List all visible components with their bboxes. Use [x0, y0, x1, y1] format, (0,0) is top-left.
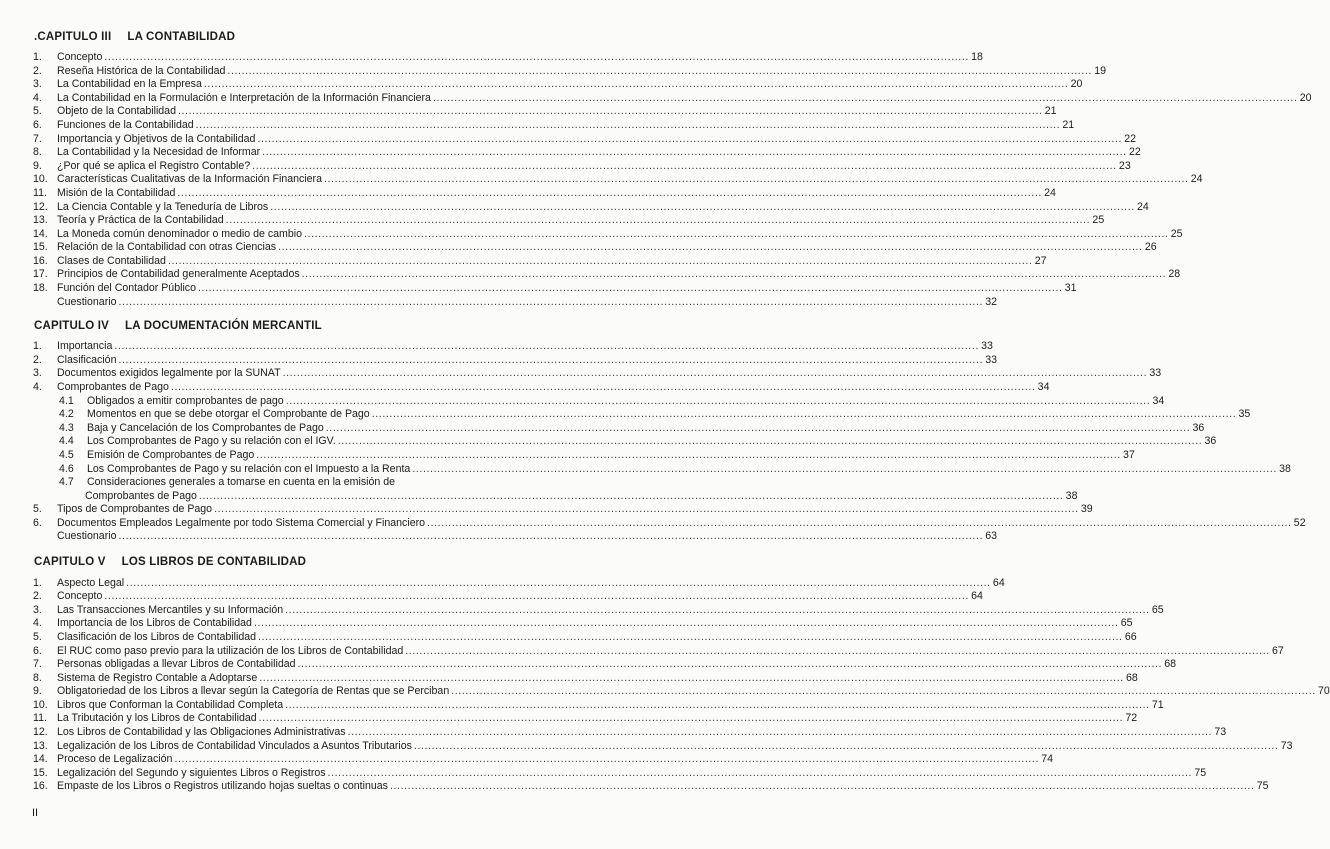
dot-leader	[348, 726, 1213, 739]
entry-number: 13.	[33, 214, 48, 226]
entry-title: Obligados a emitir comprobantes de pago	[87, 395, 284, 407]
entry-number: 4.	[33, 381, 42, 393]
dot-leader	[286, 395, 1151, 408]
entry-page-number: 71	[1151, 699, 1164, 711]
entry-page-number: 66	[1124, 631, 1137, 643]
toc-entry	[33, 119, 1075, 132]
toc-entry	[33, 146, 1141, 159]
toc-entry	[33, 645, 1284, 658]
entry-number: 6.	[33, 645, 42, 657]
toc-entry	[33, 699, 1164, 712]
dot-leader	[114, 340, 979, 353]
entry-title: Los Comprobantes de Pago y su relación con el IGV.	[87, 435, 336, 447]
entry-title: Objeto de la Contabilidad	[57, 105, 176, 117]
entry-page-number: 28	[1168, 268, 1181, 280]
entry-title: Concepto	[57, 51, 103, 63]
dot-leader	[285, 604, 1150, 617]
toc-entry	[59, 408, 1251, 421]
entry-number: 7.	[33, 133, 42, 145]
entry-number: 4.3	[59, 422, 74, 434]
entry-title: Importancia y Objetivos de la Contabilidad	[57, 133, 256, 145]
dot-leader	[412, 463, 1277, 476]
toc-entry	[33, 712, 1138, 725]
toc-entry	[59, 395, 1165, 408]
entry-number: 4.2	[59, 408, 74, 420]
dot-leader	[372, 408, 1237, 421]
toc-entry	[57, 530, 998, 543]
dot-leader	[302, 268, 1167, 281]
entry-page-number: 74	[1041, 753, 1053, 765]
toc-entry	[33, 367, 1162, 380]
entry-number: 12.	[33, 201, 48, 213]
entry-number: 16.	[33, 780, 48, 792]
dot-leader	[177, 187, 1042, 200]
entry-page-number: 19	[1094, 65, 1106, 77]
entry-title: Libros que Conforman la Contabilidad Completa	[57, 699, 284, 711]
toc-entry	[33, 658, 1177, 671]
chapter-label: CAPITULO IV	[34, 320, 110, 332]
toc-entry	[33, 160, 1131, 173]
dot-leader	[174, 753, 1039, 766]
page-number: II	[32, 807, 39, 819]
entry-title: Obligatoriedad de los Libros a llevar según la Categoría de Rentas que se Perciban	[57, 685, 450, 697]
toc-entry	[33, 753, 1053, 766]
entry-title: Cuestionario	[57, 530, 117, 542]
dot-leader	[285, 699, 1150, 712]
entry-title: Legalización de los Libros de Contabilidad Vinculados a Asuntos Tributarios	[57, 740, 412, 752]
toc-entry	[33, 381, 1050, 394]
entry-title: La Ciencia Contable y la Teneduría de Libros	[57, 201, 269, 213]
chapter-label: .CAPITULO III	[34, 31, 112, 43]
toc-entry	[33, 105, 1057, 118]
dot-leader	[178, 105, 1043, 118]
entry-number: 6.	[33, 119, 42, 131]
dot-leader	[118, 530, 983, 543]
toc-entry	[33, 340, 993, 353]
entry-page-number: 67	[1272, 645, 1284, 657]
chapter-label: CAPITULO V	[34, 556, 106, 568]
entry-title: Documentos exigidos legalmente por la SUNAT	[57, 367, 281, 379]
entry-number: 1.	[33, 51, 42, 63]
entry-page-number: 18	[971, 51, 983, 63]
dot-leader	[168, 255, 1033, 268]
entry-page-number: 65	[1151, 604, 1164, 616]
toc-entry	[33, 268, 1181, 281]
entry-page-number: 24	[1190, 173, 1203, 185]
toc-entry	[33, 685, 1330, 698]
entry-title: Importancia	[57, 340, 113, 352]
entry-title: La Contabilidad en la Formulación e Interpretación de la Información Financiera	[57, 92, 431, 104]
entry-number: 3.	[33, 367, 42, 379]
entry-page-number: 27	[1034, 255, 1047, 267]
entry-number: 13.	[33, 740, 48, 752]
toc-entry	[33, 726, 1227, 739]
dot-leader	[171, 381, 1036, 394]
entry-number: 4.	[33, 617, 42, 629]
entry-page-number: 65	[1120, 617, 1133, 629]
entry-title: Teoría y Práctica de la Contabilidad	[57, 214, 224, 226]
dot-leader	[304, 228, 1169, 241]
entry-page-number: 25	[1092, 214, 1105, 226]
entry-title: La Contabilidad en la Empresa	[57, 78, 202, 90]
entry-title: Personas obligadas a llevar Libros de Contabilidad	[57, 658, 296, 670]
dot-leader	[252, 160, 1117, 173]
dot-leader	[328, 767, 1193, 780]
entry-page-number: 64	[992, 577, 1005, 589]
entry-title: Sistema de Registro Contable a Adoptarse	[57, 672, 258, 684]
toc-entry	[59, 422, 1205, 435]
dot-leader	[226, 214, 1091, 227]
toc-entry	[33, 517, 1306, 530]
entry-number: 4.	[33, 92, 42, 104]
dot-leader	[214, 503, 1079, 516]
entry-number: 15.	[33, 241, 48, 253]
dot-leader	[257, 133, 1122, 146]
toc-entry	[33, 590, 983, 603]
entry-title: Misión de la Contabilidad	[57, 187, 176, 199]
toc-entry	[33, 241, 1157, 254]
entry-page-number: 38	[1279, 463, 1291, 475]
entry-title: Clasificación de los Libros de Contabilidad	[57, 631, 257, 643]
entry-number: 2.	[33, 590, 42, 602]
dot-leader	[326, 422, 1191, 435]
dot-leader	[433, 92, 1298, 105]
dot-leader	[259, 712, 1124, 725]
entry-page-number: 21	[1044, 105, 1057, 117]
entry-number: 9.	[33, 685, 42, 697]
entry-page-number: 64	[971, 590, 983, 602]
entry-title: Principios de Contabilidad generalmente Aceptados	[57, 268, 300, 280]
entry-title: Tipos de Comprobantes de Pago	[57, 503, 213, 515]
entry-title: Concepto	[57, 590, 103, 602]
entry-page-number: 33	[981, 340, 993, 352]
entry-page-number: 22	[1124, 133, 1137, 145]
entry-title: Reseña Histórica de la Contabilidad	[57, 65, 226, 77]
dot-leader	[118, 354, 983, 367]
toc-entry	[85, 490, 1078, 503]
entry-title: Legalización del Segundo y siguientes Libros o Registros	[57, 767, 326, 779]
entry-page-number: 34	[1152, 395, 1165, 407]
entry-title: Funciones de la Contabilidad	[57, 119, 194, 131]
entry-page-number: 52	[1293, 517, 1306, 529]
chapter-title: LA CONTABILIDAD	[127, 31, 236, 43]
entry-page-number: 20	[1299, 92, 1312, 104]
entry-page-number: 36	[1204, 435, 1217, 447]
entry-page-number: 25	[1170, 228, 1183, 240]
entry-page-number: 22	[1128, 146, 1141, 158]
entry-page-number: 68	[1164, 658, 1177, 670]
chapter-title: LOS LIBROS DE CONTABILIDAD	[121, 556, 307, 568]
entry-number: 9.	[33, 160, 42, 172]
dot-leader	[262, 146, 1127, 159]
toc-entry	[33, 228, 1183, 241]
entry-title: Características Cualitativas de la Información Financiera	[57, 173, 322, 185]
toc-entry	[33, 255, 1047, 268]
dot-leader	[259, 672, 1124, 685]
entry-page-number: 20	[1070, 78, 1083, 90]
toc-entry	[59, 449, 1135, 462]
entry-page-number: 33	[985, 354, 998, 366]
toc-entry	[59, 435, 1217, 448]
dot-leader	[104, 590, 969, 603]
toc-entry	[33, 354, 998, 367]
entry-number: 4.7	[59, 476, 74, 488]
entry-page-number: 75	[1194, 767, 1207, 779]
entry-title: Comprobantes de Pago	[57, 381, 169, 393]
entry-number: 5.	[33, 105, 42, 117]
entry-title: Empaste de los Libros o Registros utilizando hojas sueltas o continuas	[57, 780, 388, 792]
dot-leader	[283, 367, 1148, 380]
toc-entry	[59, 463, 1291, 476]
entry-page-number: 38	[1065, 490, 1078, 502]
dot-leader	[118, 296, 983, 309]
toc-entry	[33, 201, 1149, 214]
toc-entry	[33, 767, 1207, 780]
toc-entry	[33, 78, 1083, 91]
dot-leader	[258, 631, 1123, 644]
entry-title: La Contabilidad y la Necesidad de Informar	[57, 146, 261, 158]
chapter-heading-v	[34, 556, 306, 568]
entry-page-number: 39	[1080, 503, 1093, 515]
entry-page-number: 75	[1256, 780, 1269, 792]
entry-page-number: 24	[1044, 187, 1056, 199]
dot-leader	[227, 65, 1092, 78]
dot-leader	[254, 617, 1119, 630]
entry-title: Emisión de Comprobantes de Pago	[87, 449, 255, 461]
dot-leader	[104, 51, 969, 64]
entry-page-number: 73	[1280, 740, 1293, 752]
entry-page-number: 32	[985, 296, 998, 308]
chapter-title: LA DOCUMENTACIÓN MERCANTIL	[125, 320, 322, 332]
toc-entry	[33, 282, 1077, 295]
entry-number: 11.	[33, 187, 47, 199]
toc-entry	[57, 296, 998, 309]
entry-number: 16.	[33, 255, 48, 267]
entry-page-number: 33	[1149, 367, 1162, 379]
toc-entry	[33, 65, 1106, 78]
entry-title: La Tributación y los Libros de Contabilidad	[57, 712, 257, 724]
toc-entry	[33, 604, 1164, 617]
toc-entry	[33, 173, 1203, 186]
entry-page-number: 73	[1214, 726, 1227, 738]
entry-number: 1.	[33, 340, 42, 352]
toc-entry	[33, 92, 1312, 105]
entry-title: La Moneda común denominador o medio de cambio	[57, 228, 302, 240]
toc-entry	[33, 617, 1133, 630]
dot-leader	[204, 78, 1069, 91]
entry-title: El RUC como paso previo para la utilización de los Libros de Contabilidad	[57, 645, 404, 657]
toc-entry	[33, 51, 983, 64]
dot-leader	[338, 435, 1203, 448]
toc-entry	[33, 577, 1005, 590]
entry-number: 1.	[33, 577, 42, 589]
entry-title: ¿Por qué se aplica el Registro Contable?	[57, 160, 251, 172]
entry-title: Clases de Contabilidad	[57, 255, 166, 267]
entry-title: Función del Contador Público	[57, 282, 196, 294]
entry-number: 14.	[33, 753, 48, 765]
entry-title: Baja y Cancelación de los Comprobantes de Pago	[87, 422, 324, 434]
entry-title: Los Comprobantes de Pago y su relación con el Impuesto a la Renta	[87, 463, 411, 475]
entry-number: 3.	[33, 604, 42, 616]
entry-page-number: 34	[1037, 381, 1050, 393]
entry-page-number: 37	[1123, 449, 1135, 461]
chapter-heading-iii	[34, 31, 235, 43]
entry-number: 5.	[33, 503, 42, 515]
entry-number: 4.4	[59, 435, 74, 447]
entry-page-number: 70	[1317, 685, 1330, 697]
entry-number: 6.	[33, 517, 42, 529]
entry-page-number: 63	[985, 530, 998, 542]
entry-number: 11.	[33, 712, 47, 724]
dot-leader	[199, 490, 1064, 503]
entry-number: 12.	[33, 726, 48, 738]
toc-entry	[33, 740, 1293, 753]
entry-page-number: 68	[1126, 672, 1138, 684]
dot-leader	[405, 645, 1270, 658]
entry-page-number: 26	[1144, 241, 1157, 253]
toc-entry	[33, 780, 1269, 793]
entry-title: Documentos Empleados Legalmente por todo Sistema Comercial y Financiero	[57, 517, 426, 529]
entry-number: 4.1	[59, 395, 74, 407]
chapter-heading-iv	[34, 320, 322, 332]
entry-title: Los Libros de Contabilidad y las Obligaciones Administrativas	[57, 726, 346, 738]
entry-page-number: 23	[1118, 160, 1131, 172]
entry-page-number: 24	[1137, 201, 1149, 213]
entry-title: Cuestionario	[57, 296, 117, 308]
dot-leader	[256, 449, 1121, 462]
entry-number: 3.	[33, 78, 42, 90]
entry-number: 15.	[33, 767, 48, 779]
entry-page-number: 31	[1064, 282, 1077, 294]
entry-page-number: 35	[1238, 408, 1251, 420]
toc-entry	[33, 214, 1105, 227]
toc-entry	[33, 672, 1138, 685]
dot-leader	[427, 517, 1292, 530]
entry-title: Comprobantes de Pago	[85, 490, 197, 502]
entry-page-number: 36	[1192, 422, 1205, 434]
dot-leader	[126, 577, 991, 590]
toc-entry	[33, 133, 1137, 146]
entry-number: 10.	[33, 699, 48, 711]
dot-leader	[390, 780, 1255, 793]
entry-number: 8.	[33, 672, 42, 684]
dot-leader	[270, 201, 1135, 214]
dot-leader	[278, 241, 1143, 254]
entry-title: Clasificación	[57, 354, 117, 366]
entry-title: Momentos en que se debe otorgar el Comprobante de Pago	[87, 408, 370, 420]
entry-title: Consideraciones generales a tomarse en cuenta en la emisión de	[87, 476, 395, 488]
entry-title: Proceso de Legalización	[57, 753, 173, 765]
entry-number: 5.	[33, 631, 42, 643]
toc-entry	[33, 631, 1137, 644]
entry-number: 2.	[33, 65, 42, 77]
toc-entry	[33, 187, 1056, 200]
entry-number: 10.	[33, 173, 48, 185]
dot-leader	[298, 658, 1163, 671]
dot-leader	[451, 685, 1316, 698]
entry-title: Relación de la Contabilidad con otras Ciencias	[57, 241, 277, 253]
entry-number: 7.	[33, 658, 42, 670]
entry-title: Importancia de los Libros de Contabilidad	[57, 617, 252, 629]
entry-title: Las Transacciones Mercantiles y su Información	[57, 604, 284, 616]
dot-leader	[324, 173, 1189, 186]
toc-entry	[33, 503, 1093, 516]
entry-page-number: 21	[1062, 119, 1075, 131]
entry-number: 14.	[33, 228, 48, 240]
entry-number: 4.6	[59, 463, 74, 475]
entry-number: 17.	[33, 268, 48, 280]
dot-leader	[196, 119, 1061, 132]
entry-number: 8.	[33, 146, 42, 158]
entry-number: 4.5	[59, 449, 74, 461]
entry-title: Aspecto Legal	[57, 577, 125, 589]
dot-leader	[414, 740, 1279, 753]
entry-number: 18.	[33, 282, 48, 294]
entry-page-number: 72	[1125, 712, 1138, 724]
dot-leader	[198, 282, 1063, 295]
entry-number: 2.	[33, 354, 42, 366]
toc-entry	[59, 476, 571, 489]
